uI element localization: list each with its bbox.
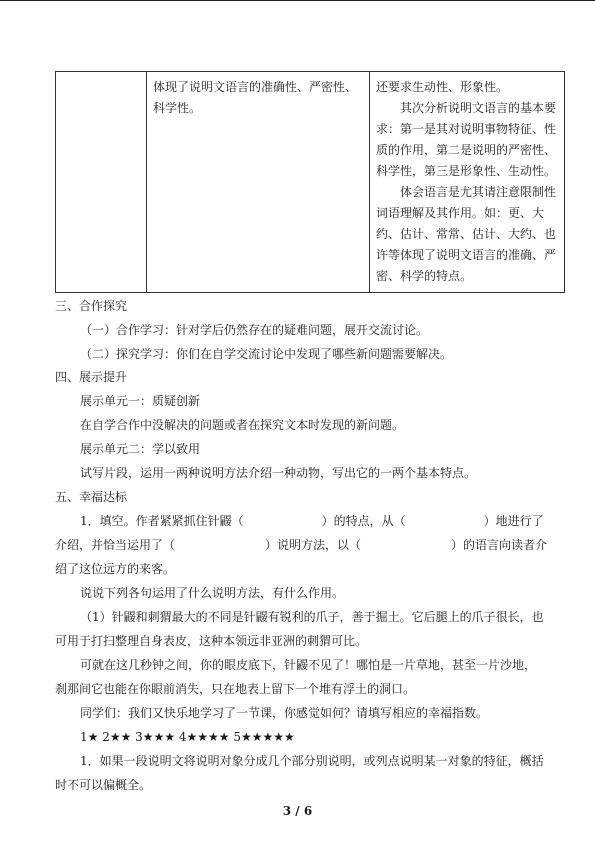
cell-text: 体会语言是尤其请注意限制性词语理解及其作用。如：更、大约、估计、常常、估计、大约、也许等体现了说明文语言的准确、严密、科学的特点。 [376,185,557,283]
header-rule [0,0,595,1]
question-text: ）说明方法，以（ [265,538,362,552]
cell-text: 体现了说明文语言的准确性、严密性、科学性。 [153,80,358,115]
section-heading: 四、展示提升 [55,370,128,384]
paragraph: 在自学合作中没解决的问题或者在探究文本时发现的新问题。 [80,418,405,432]
section-heading: 三、合作探究 [55,299,128,313]
paragraph: 绍了这位远方的来客。 [55,562,176,576]
question-text: ）地进行了 [483,514,544,528]
fill-in-question [80,512,544,530]
paragraph: 可用于打扫整理自身表皮，这种本领远非亚洲的刺猬可比。 [55,634,368,648]
table-cell-right [370,72,565,293]
paragraph: 1．如果一段说明文将说明对象分成几个部分别说明，或列点说明某一对象的特征，概括 [80,754,544,768]
table-cell-middle [147,72,370,293]
cell-text: 还要求生动性、形象性。 [376,80,509,94]
question-text: 介绍，并恰当运用了（ [55,538,176,552]
question-text: ）的特点，从（ [321,514,406,528]
paragraph: 试写片段，运用一两种说明方法介绍一种动物，写出它的一两个基本特点。 [80,466,477,480]
table-cell-empty [56,72,147,293]
lesson-table [55,71,565,293]
paragraph: （二）探究学习：你们在自学交流讨论中发现了哪些新问题需要解决。 [80,347,453,361]
question-text: 1．填空。作者紧紧抓住针鼹（ [80,514,244,528]
paragraph: 同学们：我们又快乐地学习了一节课，你感觉如何？请填写相应的幸福指数。 [80,706,489,720]
rating-scale: 1★ 2★★ 3★★★ 4★★★★ 5★★★★★ [80,730,295,744]
paragraph: 时不可以偏概全。 [55,778,152,792]
paragraph: 说说下列各句运用了什么说明方法，有什么作用。 [80,586,345,600]
fill-in-question [55,536,547,554]
paragraph: （一）合作学习：针对学后仍然存在的疑难问题，展开交流讨论。 [80,323,429,337]
question-text: ）的语言向读者介 [451,538,548,552]
table-row [56,72,565,293]
unit-title: 展示单元二：学以致用 [80,442,201,456]
page-number: 3 / 6 [282,804,313,818]
paragraph: （1）针鼹和刺猬最大的不同是针鼹有锐利的爪子，善于掘土。它后腿上的爪子很长，也 [80,610,544,624]
unit-title: 展示单元一：质疑创新 [80,394,201,408]
cell-text: 其次分析说明文语言的基本要求：第一是其对说明事物特征、性质的作用，第二是说明的严密性、科学性，第三是形象性、生动性。 [376,101,557,178]
paragraph: 刹那间它也能在你眼前消失，只在地表上留下一个堆有浮土的洞口。 [55,682,416,696]
section-heading: 五、幸福达标 [55,490,128,504]
paragraph: 可就在这几秒钟之间，你的眼皮底下，针鼹不见了！哪怕是一片草地，甚至一片沙地， [80,658,537,672]
